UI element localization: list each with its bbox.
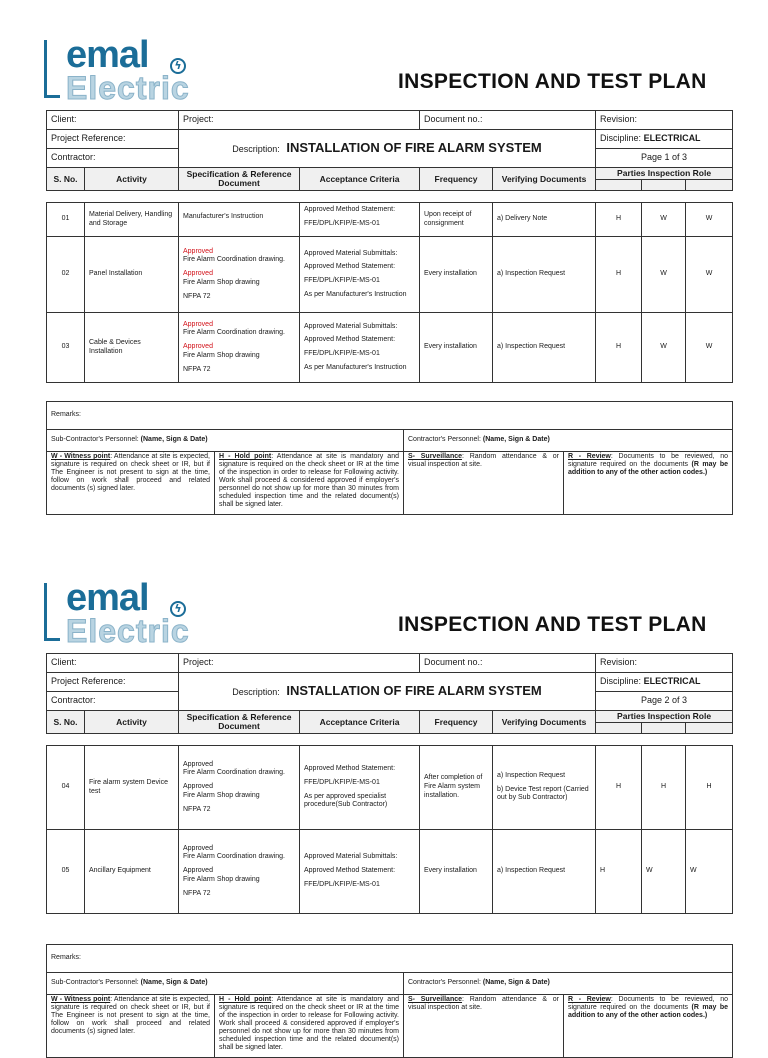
activity-table [46,745,733,914]
row-acceptance [300,746,420,830]
remarks-table [46,401,733,515]
acceptance-line: Approved Material Submittals: [304,853,398,861]
discipline-label: Discipline: [600,133,642,144]
table-row [47,237,733,313]
remarks-label: Remarks: [47,402,733,430]
legend-text: Attendance at site is expected, signature is required on check sheet or IR, but if The Engineer is not present to sign at the time, follow on work shall proceed and related documents (s) signed later. [51,453,211,493]
row-verifying: a) Inspection Request [493,830,596,914]
row-spec [179,746,300,830]
spec-line: Approved [183,247,213,255]
parties-sub-2 [642,723,686,734]
legend-bold: (R may be addition to any of the other action codes.) [568,1004,729,1020]
col-activity: Activity [85,711,179,734]
parties-sub-1 [596,723,642,734]
company-logo [44,575,214,651]
client-field: Client: [47,654,179,673]
table-row [47,203,733,237]
legend-key: H - Hold point [219,453,272,460]
legend-review: R - Review: Documents to be reviewed, no signature required on the documents (R may be addition to any of the other action codes.) [564,995,733,1058]
spec-line: Fire Alarm Coordination drawing. [183,769,285,777]
role-3: W [686,203,733,237]
spec-line: Fire Alarm Coordination drawing. [183,256,285,264]
spec-line: Approved [183,867,213,875]
parties-sub-3 [686,723,733,734]
row-frequency: Every installation [420,313,493,383]
itp-page-2 [0,543,768,1052]
parties-sub-3 [686,180,733,191]
spec-line: Approved [183,320,213,328]
spec-line: Fire Alarm Shop drawing [183,351,260,359]
sub-contractor-label: Sub-Contractor's Personnel: [51,979,139,987]
role-2: H [642,746,686,830]
legend-hold: H - Hold point: Attendance at site is mandatory and signature is required on the check sheet or IR at the time of the inspection in order to release for Following activity. Work shall proceed & considered approved if employer's personnel do not show up for more than 30 minutes from scheduled inspection time and the related document(s) shall be signed later. [215,995,404,1058]
row-acceptance [300,313,420,383]
spec-line: Manufacturer's Instruction [183,212,264,220]
legend-text: Random attendance & or visual inspection at site. [408,453,560,469]
legend-key: H - Hold point [219,996,272,1003]
role-1: H [596,313,642,383]
col-verifying: Verifying Documents [493,711,596,734]
acceptance-line: Approved Method Statement: [304,336,396,344]
row-spec [179,237,300,313]
table-row [47,746,733,830]
legend-text: Documents to be reviewed, no signature required on the documents [568,453,729,469]
spec-line: Approved [183,760,213,768]
description-value: INSTALLATION OF FIRE ALARM SYSTEM [286,140,542,156]
page-number: Page 2 of 3 [596,692,733,711]
legend-hold: H - Hold point: Attendance at site is mandatory and signature is required on the check sheet or IR at the time of the inspection in order to release for Following activity. Work shall proceed & considered approved if employer's personnel do not show up for more than 30 minutes from scheduled inspection time and the related document(s) shall be signed later. [215,452,404,515]
col-frequency: Frequency [420,168,493,191]
parties-sub-1 [596,180,642,191]
lightning-bolt-icon: ϟ [170,601,186,617]
row-verifying: a) Inspection Request [493,313,596,383]
spec-line: Fire Alarm Shop drawing [183,278,260,286]
legend-surveillance: S- Surveillance: Random attendance & or visual inspection at site. [404,995,564,1058]
sub-contractor-personnel [47,973,404,995]
row-sno: 02 [47,237,85,313]
description-field [179,130,596,168]
discipline-field [596,130,733,149]
logo-text-top: emal [66,34,149,76]
contractor-label: Contractor's Personnel: [408,436,481,444]
spec-line: Fire Alarm Shop drawing [183,875,260,883]
header-table [46,653,733,734]
legend-key: R - Review [568,453,611,460]
contractor-field: Contractor: [47,692,179,711]
company-logo [44,32,214,108]
spec-line: NFPA 72 [183,365,211,373]
legend-witness: W - Witness point: Attendance at site is expected, signature is required on check sheet or IR, but if The Engineer is not present to sign at the time, follow on work shall proceed and related documents (s) signed later. [47,995,215,1058]
row-sno: 04 [47,746,85,830]
acceptance-line: Approved Method Statement: [304,205,396,213]
row-activity: Panel Installation [85,237,179,313]
acceptance-line: FFE/DPL/KFIP/E-MS-01 [304,880,380,888]
row-activity: Cable & Devices Installation [85,313,179,383]
legend-text: Attendance at site is mandatory and signature is required on the check sheet or IR at the time of the inspection in order to release for Following activity. Work shall proceed & considered approved if employer's personnel do not show up for more than 30 minutes from scheduled inspection time and the related document(s) shall be signed later. [219,996,399,1052]
role-1: H [596,203,642,237]
logo-text-bottom: Electric [66,70,190,106]
contractor-field: Contractor: [47,149,179,168]
description-value: INSTALLATION OF FIRE ALARM SYSTEM [286,683,542,699]
acceptance-line: FFE/DPL/KFIP/E-MS-01 [304,778,380,786]
spec-line: NFPA 72 [183,889,211,897]
col-activity: Activity [85,168,179,191]
row-activity: Ancillary Equipment [85,830,179,914]
activity-table [46,202,733,383]
role-3: W [686,830,733,914]
col-parties: Parties Inspection Role [596,711,733,723]
sub-contractor-personnel [47,430,404,452]
row-spec [179,830,300,914]
document-no-field: Document no.: [420,111,596,130]
role-2: W [642,830,686,914]
discipline-value: ELECTRICAL [643,676,701,687]
acceptance-line: Approved Material Submittals: [304,322,398,330]
acceptance-line: Approved Material Submittals: [304,249,398,257]
plug-icon [44,583,60,641]
remarks-table [46,944,733,1058]
verifying-line: a) Inspection Request [497,771,566,779]
spec-line: Approved [183,270,213,278]
table-row [47,830,733,914]
verifying-line: b) Device Test report (Carried out by Sub Contractor) [497,785,589,802]
role-2: W [642,313,686,383]
project-reference-field: Project Reference: [47,130,179,149]
revision-field: Revision: [596,654,733,673]
description-label: Description: [232,144,280,155]
legend-text: Attendance at site is mandatory and signature is required on the check sheet or IR at the time of the inspection in order to release for Following activity. Work shall proceed & considered approved if employer's personnel do not show up for more than 30 minutes from scheduled inspection time and the related document(s) shall be signed later. [219,453,399,509]
legend-witness: W - Witness point: Attendance at site is expected, signature is required on check sheet or IR, but if The Engineer is not present to sign at the time, follow on work shall proceed and related documents (s) signed later. [47,452,215,515]
project-field: Project: [179,654,420,673]
plug-icon [44,40,60,98]
acceptance-line: FFE/DPL/KFIP/E-MS-01 [304,277,380,284]
spec-line: Approved [183,343,213,351]
spec-line: NFPA 72 [183,292,211,300]
role-1: H [596,237,642,313]
row-verifying [493,746,596,830]
discipline-label: Discipline: [600,676,642,687]
col-acceptance: Acceptance Criteria [300,168,420,191]
document-title: INSPECTION AND TEST PLAN [398,613,707,636]
project-field: Project: [179,111,420,130]
header-table [46,110,733,191]
row-acceptance [300,830,420,914]
document-no-field: Document no.: [420,654,596,673]
legend-text: Documents to be reviewed, no signature required on the documents [568,996,729,1012]
spec-line: Fire Alarm Coordination drawing. [183,853,285,861]
client-field: Client: [47,111,179,130]
logo-text-bottom: Electric [66,613,190,649]
legend-key: S- Surveillance [408,453,463,460]
row-sno: 03 [47,313,85,383]
description-field [179,673,596,711]
description-label: Description: [232,687,280,698]
sub-contractor-bold: (Name, Sign & Date) [140,436,208,444]
row-verifying: a) Inspection Request [493,237,596,313]
row-acceptance [300,203,420,237]
row-frequency: Every installation [420,830,493,914]
spec-line: Fire Alarm Shop drawing [183,791,260,799]
col-frequency: Frequency [420,711,493,734]
contractor-bold: (Name, Sign & Date) [482,979,550,987]
lightning-bolt-icon: ϟ [170,58,186,74]
row-verifying: a) Delivery Note [493,203,596,237]
role-3: W [686,237,733,313]
row-activity: Fire alarm system Device test [85,746,179,830]
row-spec [179,203,300,237]
discipline-value: ELECTRICAL [643,133,701,144]
col-verifying: Verifying Documents [493,168,596,191]
acceptance-line: Approved Method Statement: [304,867,396,875]
legend-surveillance: S- Surveillance: Random attendance & or visual inspection at site. [404,452,564,515]
col-acceptance: Acceptance Criteria [300,711,420,734]
legend-bold: (R may be addition to any of the other action codes.) [568,461,729,477]
project-reference-field: Project Reference: [47,673,179,692]
legend-text: Random attendance & or visual inspection at site. [408,996,560,1012]
legend-key: S- Surveillance [408,996,463,1003]
col-spec: Specification & Reference Document [179,168,300,191]
legend-key: R - Review [568,996,611,1003]
remarks-label: Remarks: [47,945,733,973]
legend-text: Attendance at site is expected, signature is required on check sheet or IR, but if The Engineer is not present to sign at the time, follow on work shall proceed and related documents (s) signed later. [51,996,211,1036]
role-2: W [642,203,686,237]
row-activity: Material Delivery, Handling and Storage [85,203,179,237]
contractor-personnel [404,973,733,995]
acceptance-line: As per Manufacturer's Instruction [304,363,407,371]
role-2: W [642,237,686,313]
revision-field: Revision: [596,111,733,130]
discipline-field [596,673,733,692]
legend-key: W - Witness point [51,996,111,1003]
acceptance-line: As per approved specialist procedure(Sub Contractor) [304,792,388,809]
legend-key: W - Witness point [51,453,111,460]
role-1: H [596,746,642,830]
legend-review: R - Review: Documents to be reviewed, no signature required on the documents (R may be addition to any of the other action codes.) [564,452,733,515]
spec-line: NFPA 72 [183,805,211,813]
document-title: INSPECTION AND TEST PLAN [398,70,707,93]
row-sno: 05 [47,830,85,914]
acceptance-line: As per Manufacturer's Instruction [304,290,407,298]
logo-text-top: emal [66,577,149,619]
spec-line: Fire Alarm Coordination drawing. [183,329,285,337]
itp-page-1 [0,0,768,520]
col-spec: Specification & Reference Document [179,711,300,734]
row-frequency: Every installation [420,237,493,313]
row-spec [179,313,300,383]
row-sno: 01 [47,203,85,237]
contractor-label: Contractor's Personnel: [408,979,481,987]
role-3: W [686,313,733,383]
sub-contractor-bold: (Name, Sign & Date) [140,979,208,987]
role-1: H [596,830,642,914]
page-number: Page 1 of 3 [596,149,733,168]
contractor-bold: (Name, Sign & Date) [482,436,550,444]
role-3: H [686,746,733,830]
sub-contractor-label: Sub-Contractor's Personnel: [51,436,139,444]
acceptance-line: FFE/DPL/KFIP/E-MS-01 [304,219,380,227]
col-parties: Parties Inspection Role [596,168,733,180]
acceptance-line: Approved Method Statement: [304,765,396,772]
row-acceptance [300,237,420,313]
acceptance-line: FFE/DPL/KFIP/E-MS-01 [304,350,380,357]
row-frequency: After completion of Fire Alarm system installation. [420,746,493,830]
contractor-personnel [404,430,733,452]
col-sno: S. No. [47,711,85,734]
acceptance-line: Approved Method Statement: [304,263,396,271]
spec-line: Approved [183,783,213,791]
col-sno: S. No. [47,168,85,191]
spec-line: Approved [183,844,213,852]
table-row [47,313,733,383]
parties-sub-2 [642,180,686,191]
row-frequency: Upon receipt of consignment [420,203,493,237]
